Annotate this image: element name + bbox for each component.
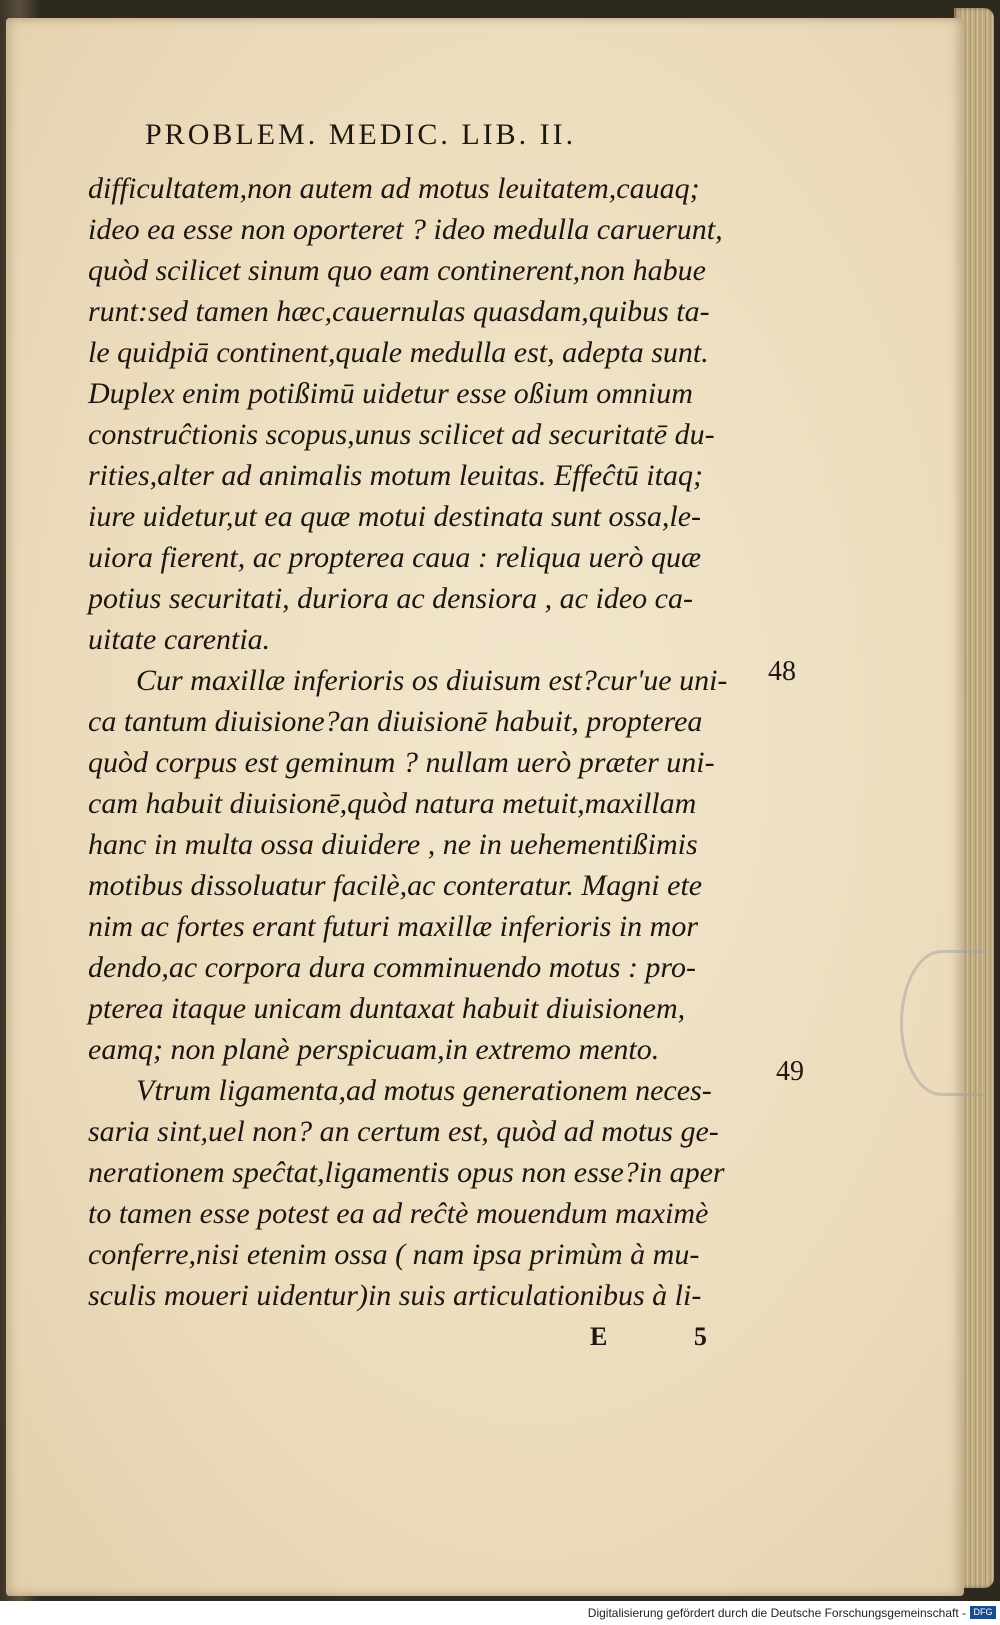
page-clip-shadow [900,950,983,1096]
text-line: eamq; non planè perspicuam,in extremo mento. [88,1033,660,1066]
digitization-footer [0,1601,1000,1625]
text-line: saria sint,uel non? an certum est, quòd ad motus ge- [88,1115,719,1148]
text-line: conferre,nisi etenim ossa ( nam ipsa primùm à mu- [88,1238,700,1271]
text-line: uitate carentia. [88,623,271,656]
text-line: quòd corpus est geminum ? nullam uerò præter uni- [88,746,715,779]
text-line: difficultatem,non autem ad motus leuitatem,cauaq; [88,172,700,205]
text-line: ca tantum diuisione?an diuisionē habuit, propterea [88,705,703,738]
dfg-logo: DFG [970,1606,996,1619]
text-line: hanc in multa ossa diuidere , ne in uehementißimis [88,828,698,861]
text-line: ideo ea esse non oporteret ? ideo medulla caruerunt, [88,213,723,246]
text-line: iure uidetur,ut ea quæ motui destinata sunt ossa,le- [88,500,702,533]
running-title: PROBLEM. MEDIC. LIB. II. [145,118,577,151]
text-line: potius securitati, duriora ac densiora , ac ideo ca- [88,582,693,615]
text-line: nerationem speĉtat,ligamentis opus non esse?in aper [88,1156,725,1189]
paragraph-2 [88,660,748,1070]
text-line: Duplex enim potißimū uidetur esse oßium omnium [88,377,693,410]
text-line: nim ac fortes erant futuri maxillæ inferioris in mor [88,910,699,943]
text-line: Cur maxillæ inferioris os diuisum est?cur'ue uni- [136,664,728,697]
text-line: quòd scilicet sinum quo eam continerent,non habue [88,254,706,287]
text-line: sculis moueri uidentur)in suis articulationibus à li- [88,1279,702,1312]
paragraph-1 [88,168,748,660]
text-line: Vtrum ligamenta,ad motus generationem neces- [136,1074,712,1107]
text-line: runt:sed tamen hæc,cauernulas quasdam,quibus ta- [88,295,710,328]
text-line: pterea itaque unicam duntaxat habuit diuisionem, [88,992,686,1025]
margin-number-49: 49 [776,1056,804,1087]
text-line: dendo,ac corpora dura comminuendo motus : pro- [88,951,696,984]
text-line: rities,alter ad animalis motum leuitas. Effeĉtū itaq; [88,459,703,492]
text-line: le quidpiā continent,quale medulla est, adepta sunt. [88,336,709,369]
signature-mark: E 5 [590,1322,747,1351]
text-line: uiora fierent, ac propterea caua : reliqua uerò quæ [88,541,701,574]
text-line: construĉtionis scopus,unus scilicet ad securitatē du- [88,418,715,451]
digitization-note: Digitalisierung gefördert durch die Deutsche Forschungsgemeinschaft - [587,1606,966,1620]
text-line: motibus dissoluatur facilè,ac conteratur. Magni ete [88,869,703,902]
margin-number-48: 48 [768,656,796,687]
body-text [88,168,748,1316]
text-line: to tamen esse potest ea ad reĉtè mouendum maximè [88,1197,709,1230]
text-line: cam habuit diuisionē,quòd natura metuit,maxillam [88,787,697,820]
paragraph-3 [88,1070,748,1316]
